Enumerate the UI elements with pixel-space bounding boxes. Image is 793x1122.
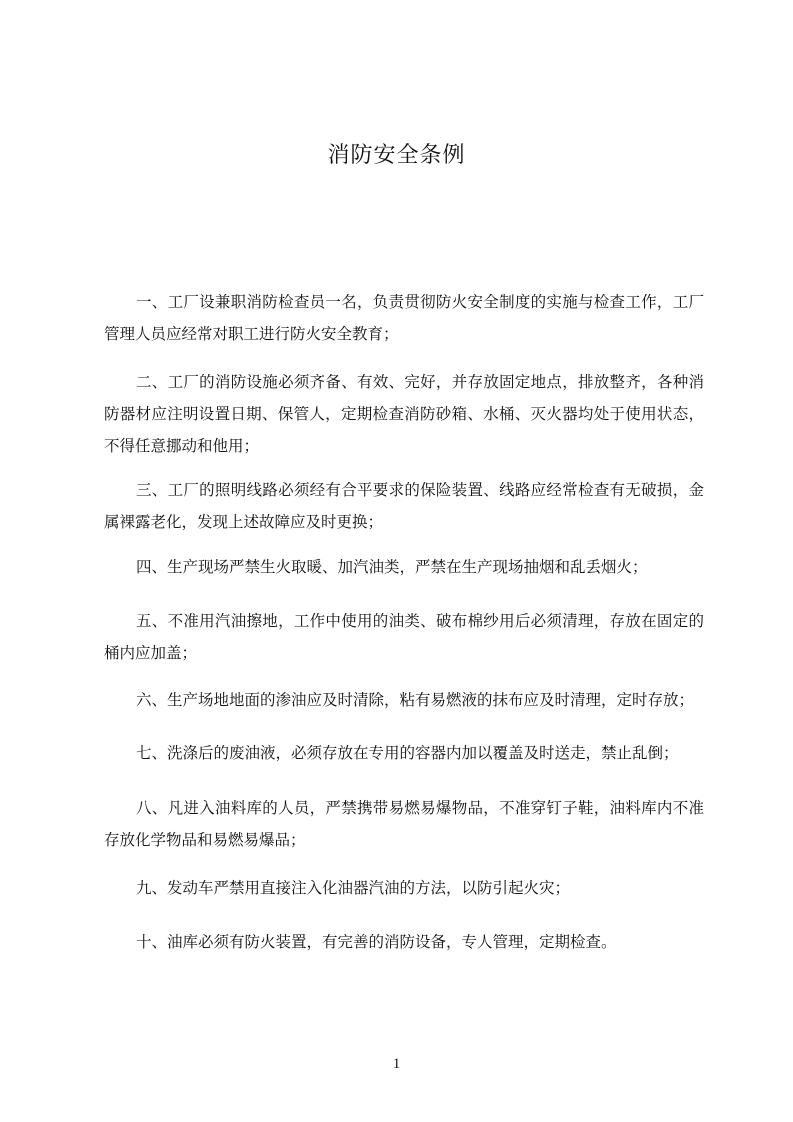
paragraph-3: 三、工厂的照明线路必须经有合平要求的保险装置、线路应经常检查有无破损，金属裸露老化，发现上述故障应及时更换； [104,481,704,531]
paragraph-2: 二、工厂的消防设施必须齐备、有效、完好，并存放固定地点，排放整齐，各种消防器材应注明设置日期、保管人，定期检查消防砂箱、水桶、灭火器均处于使用状态，不得任意挪动和他用； [104,373,704,455]
paragraph-7: 七、洗涤后的废油液，必须存放在专用的容器内加以覆盖及时送走，禁止乱倒； [136,744,679,762]
paragraph-1: 一、工厂设兼职消防检查员一名，负责贯彻防火安全制度的实施与检查工作，工厂管理人员应经常对职工进行防火安全教育； [104,293,704,343]
paragraph-4: 四、生产现场严禁生火取暖、加汽油类，严禁在生产现场抽烟和乱丢烟火； [136,558,648,576]
document-title: 消防安全条例 [327,143,466,168]
paragraph-9: 九、发动车严禁用直接注入化油器汽油的方法，以防引起火灾； [136,879,571,897]
paragraph-10: 十、油库必须有防火装置，有完善的消防设备，专人管理，定期检查。 [136,933,617,951]
paragraph-5: 五、不准用汽油擦地，工作中使用的油类、破布棉纱用后必须清理，存放在固定的桶内应加盖； [104,612,704,662]
paragraph-8: 八、凡进入油料库的人员，严禁携带易燃易爆物品，不准穿钉子鞋，油料库内不准存放化学物品和易燃易爆品； [104,799,704,849]
page-number: 1 [392,1056,401,1072]
paragraph-6: 六、生产场地地面的渗油应及时清除，粘有易燃液的抹布应及时清理，定时存放； [136,691,695,709]
